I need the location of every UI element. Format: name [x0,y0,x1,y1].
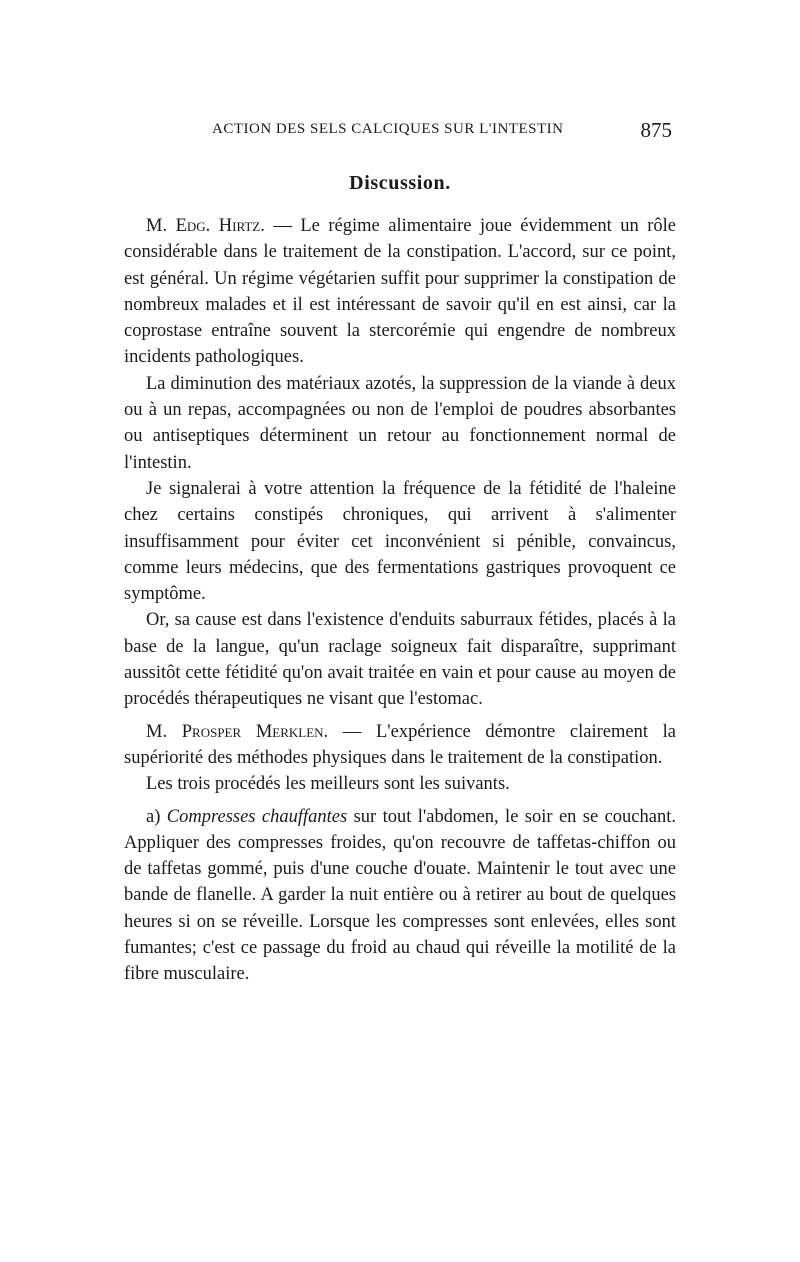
speaker-name: M. Prosper Merklen. [146,721,329,742]
paragraph-text: sur tout l'abdomen, le soir en se couchant. Appliquer des compresses froides, qu'on recouvre de taffetas-chiffon ou de taffetas gommé, puis d'une couche d'ouate. Maintenir le tout avec une bande de flanelle. A garder la nuit entière ou à retirer au bout de quelques heures si on se réveille. Lorsque les compresses sont enlevées, elles sont fumantes; c'est ce passage du froid au chaud qui réveille la motilité de la fibre musculaire. [124,806,676,985]
paragraph-diminution: La diminution des matériaux azotés, la suppression de la viande à deux ou à un repas, accompagnées ou non de l'emploi de poudres absorbantes ou antiseptiques déterminent un retour au fonctionnement normal de l'intestin. [124,373,676,473]
page-number: 875 [640,118,672,142]
body-text [124,213,676,988]
paragraph-merklen [124,719,676,772]
paragraph-text: — Le régime alimentaire joue évidemment un rôle considérable dans le traitement de la constipation. L'accord, sur ce point, est général. Un régime végétarien suffit pour supprimer la constipation de nombreux malades et il est intéressant de savoir qu'il en est ainsi, car la coprostase entraîne souvent la stercorémie qui engendre de nombreux incidents pathologiques. [124,216,676,368]
paragraph-compresses [124,804,676,988]
paragraph-text: — L'expérience démontre clairement la supériorité des méthodes physiques dans le traitement de la constipation. [124,721,676,768]
italic-term: Compresses chauffantes [166,806,348,827]
running-header [212,118,676,142]
item-label: a) [146,806,167,827]
paragraph-hirtz [124,213,676,371]
paragraph-procedes: Les trois procédés les meilleurs sont les suivants. [146,774,510,795]
paragraph-fetidite: Je signalerai à votre attention la fréquence de la fétidité de l'haleine chez certains constipés chroniques, qui arrivent à s'alimenter insuffisamment pour éviter cet inconvénient si pénible, convaincus, comme leurs médecins, que des fermentations gastriques provoquent ce symptôme. [124,478,676,605]
running-title: ACTION DES SELS CALCIQUES SUR L'INTESTIN [212,121,564,137]
paragraph-cause: Or, sa cause est dans l'existence d'enduits saburraux fétides, placés à la base de la langue, qu'un raclage soigneux fait disparaître, supprimant aussitôt cette fétidité qu'on avait traitée en vain et pour cause au moyen de procédés thérapeutiques ne visant que l'estomac. [124,610,676,710]
speaker-name: M. Edg. Hirtz. [146,216,265,236]
section-title: Discussion. [349,172,451,194]
